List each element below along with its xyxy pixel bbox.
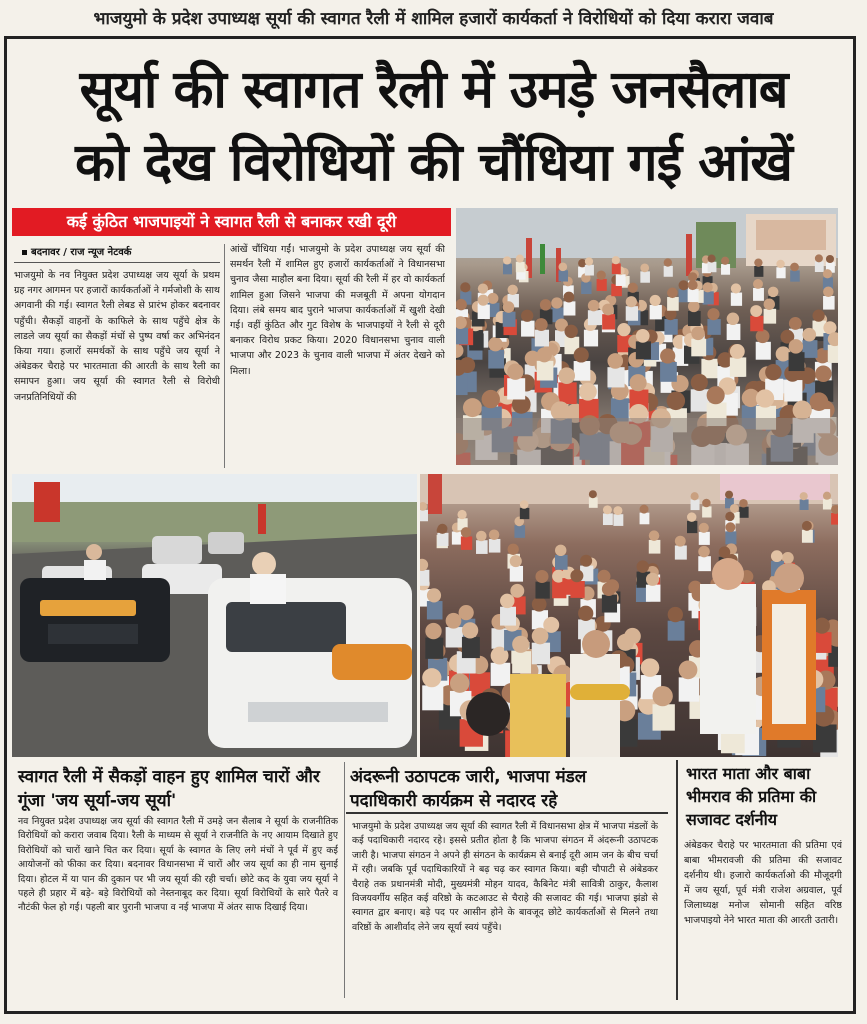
- crowd-head: [488, 337, 502, 351]
- crowd-head: [564, 325, 577, 338]
- crowd-head: [730, 344, 745, 359]
- crowd-figure: [727, 324, 741, 340]
- crowd-head: [753, 279, 763, 289]
- crowd-figure: [512, 651, 531, 673]
- crowd-head: [578, 606, 593, 621]
- crowd-head: [613, 506, 622, 515]
- crowd-head: [516, 255, 524, 263]
- crowd-head: [521, 310, 533, 322]
- crowd-figure: [800, 499, 809, 510]
- crowd-figure: [691, 500, 700, 511]
- crowd-figure: [753, 288, 764, 301]
- crowd-head: [708, 255, 716, 263]
- crowd-figure: [612, 263, 621, 274]
- crowd-head: [725, 491, 733, 499]
- crowd-figure: [589, 497, 598, 507]
- crowd-head: [641, 658, 660, 677]
- crowd-head: [510, 584, 524, 598]
- crowd-head: [588, 300, 600, 312]
- crowd-head: [482, 390, 500, 408]
- crowd-head: [558, 263, 567, 272]
- section-1-body: नव नियुक्त प्रदेश उपाध्यक्ष जय सूर्या की स्वागत रैली में उमड़े जन सैलाब ने सूर्या के राजनीतिक विरोधियों को करारा जवाब दिया। रैली के माध्यम से सूर्या ने राजनीति के नए आयाम दिखाते हुए विरोधियों को चारों खाने चित कर दिया। सूर्या के स्वागत के लिए लगे मंचों ने पूर्व में हुए कई आयोजनों को फीका कर दिया। बदनावर विधानसभा में चारों और जय सूर्या का ही नाम सुनाई दिया। होटल में या पान की दुकान पर भी जय सूर्या की रही चर्चा। छोटे कद के युवा जय सूर्या ने पहले ही प्रहार में बड़े- बड़े विरोधियों को नेस्तनाबूद कर दिया। सूर्या विरोधियों के सारे पैतरे व नौटंकी फेल हो गई। पहली बार पुरानी भाजपा व नई भाजपा में अंतर साफ दिखाई दिया।: [18, 816, 338, 914]
- crowd-figure: [823, 296, 835, 310]
- crowd-figure: [462, 637, 480, 658]
- leaders-group-photo: [420, 474, 838, 757]
- crowd-figure: [476, 540, 488, 554]
- crowd-figure: [664, 266, 673, 277]
- crowd-head: [589, 490, 597, 498]
- crowd-figure: [802, 530, 813, 543]
- crowd-head: [460, 282, 470, 292]
- crowd-figure: [739, 507, 748, 518]
- crowd-figure: [721, 264, 730, 275]
- crowd-figure: [456, 374, 468, 395]
- crowd-head: [812, 310, 824, 322]
- crowd-head: [725, 522, 735, 532]
- crowd-figure: [520, 508, 529, 519]
- crowd-head: [507, 363, 523, 379]
- crowd-head: [563, 292, 574, 303]
- crowd-figure: [584, 330, 598, 347]
- crowd-head: [537, 347, 552, 362]
- red-subhead-bar: कई कुंठित भाजपाइयों ने स्वागत रैली से बनाकर रखी दूरी: [12, 208, 451, 236]
- crowd-figure: [489, 539, 501, 553]
- crowd-head: [507, 544, 518, 555]
- crowd-figure: [823, 499, 832, 510]
- crowd-figure: [688, 311, 701, 326]
- crowd-figure: [831, 513, 838, 525]
- crowd-head: [463, 398, 482, 417]
- crowd-figure: [602, 595, 617, 613]
- crowd-head: [688, 301, 700, 313]
- crowd-head: [691, 327, 705, 341]
- crowd-figure: [776, 267, 785, 278]
- crowd-figure: [813, 724, 837, 752]
- crowd-head: [793, 401, 812, 420]
- crowd-figure: [679, 677, 700, 701]
- crowd-head: [640, 264, 649, 273]
- section-2-title: अंदरूनी उठापटक जारी, भाजपा मंडल पदाधिकारी कार्यक्रम से नदारद रहे: [350, 767, 587, 811]
- crowd-head: [617, 634, 634, 651]
- crowd-figure: [731, 293, 742, 306]
- crowd-head: [699, 523, 709, 533]
- crowd-head: [707, 386, 725, 404]
- crowd-head: [823, 492, 831, 500]
- crowd-figure: [664, 319, 677, 335]
- body-column-2: आंखें चौंधिया गईं। भाजयुमो के प्रदेश उपाध्यक्ष जय सूर्या की समर्थन रैली में शामिल हुए हजारों कार्यकर्ताओं ने विधानसभा चुनाव जैसा माहौल बना दिया। सूर्या की रैली में हर वो कार्यकर्ता शामिल हुआ जिसने भाजपा की मजबूती में अपना योगदान दिया। लंबे समय बाद पुराने भाजपा कार्यकर्ताओं में खुशी देखी गई। वहीं कुंठित और गुट विशेष के भाजपाइयों ने रैली से दूरी बनाकर विरोध प्रकट किया। 2020 विधानसभा चुनाव वाली भाजपा और 2023 के चुनाव वाली भाजपा में अंतर देखने को मिला।: [230, 244, 445, 377]
- crowd-figure: [687, 521, 697, 533]
- body-column-1: भाजयुमो के नव नियुक्त प्रदेश उपाध्यक्ष जय सूर्या के प्रथम ग्रह नगर आगमन पर हजारों कार्यकर्ताओं ने गर्मजोशी के साथ अगवानी की गई। स्वागत रैली लेबड से प्रारंभ होकर बदनावर पहुँची। सैकड़ों वाहनों के काफिले के साथ पहुँचे क्षेत्र के लाडले जय सूर्या का सैकड़ों मंचों से पुष्प वर्षा कर अभिनंदन किया गया। हजारों समर्थकों के साथ पहुँचे जय सूर्या ने अंबेडकर चैराहे पर भारतमाता की आरती के साथ रैली का समापन हुआ। जय सूर्या की स्वागत रैली से विरोधी जनप्रतिनिधियों की: [14, 270, 220, 403]
- crowd-head: [637, 560, 649, 572]
- section-3-title: भारत माता और बाबा भीमराव की प्रतिमा की सजावट दर्शनीय: [686, 764, 817, 829]
- crowd-head: [727, 313, 739, 325]
- crowd-head: [814, 618, 830, 634]
- crowd-head: [698, 546, 710, 558]
- crowd-head: [427, 588, 441, 602]
- crowd-figure: [653, 704, 675, 730]
- crowd-head: [789, 339, 804, 354]
- headline-line-2: को देख विरोधियों की चौंधिया गई आंखें: [75, 133, 792, 193]
- crowd-head: [707, 308, 719, 320]
- crowd-figure: [603, 513, 613, 525]
- crowd-figure: [574, 361, 591, 381]
- crowd-head: [508, 285, 518, 295]
- section-2-rule: [346, 812, 668, 814]
- crowd-head: [597, 271, 606, 280]
- crowd-head: [602, 582, 616, 596]
- crowd-figure: [828, 345, 838, 363]
- crowd-head: [489, 530, 499, 540]
- crowd-figure: [532, 643, 550, 665]
- crowd-head: [425, 623, 441, 639]
- crowd-head: [756, 329, 770, 343]
- crowd-figure: [616, 274, 626, 286]
- crowd-figure: [646, 585, 661, 602]
- crowd-figure: [570, 581, 584, 598]
- crowd-head: [823, 287, 833, 297]
- crowd-figure: [613, 514, 623, 526]
- crowd-head: [789, 317, 802, 330]
- crowd-figure: [789, 352, 805, 371]
- crowd-head: [667, 392, 686, 411]
- crowd-figure: [503, 264, 512, 275]
- crowd-rally-photo: [456, 208, 838, 465]
- section-divider: [344, 762, 345, 998]
- crowd-head: [532, 628, 549, 645]
- crowd-head: [664, 258, 672, 266]
- crowd-figure: [581, 282, 591, 294]
- crowd-figure: [784, 380, 802, 401]
- crowd-head: [500, 594, 515, 609]
- crowd-figure: [491, 663, 511, 686]
- crowd-head: [730, 504, 739, 513]
- crowd-figure: [507, 378, 525, 399]
- section-2-body: भाजयुमो के प्रदेश उपाध्यक्ष जय सूर्या की स्वागत रैली में विधानसभा क्षेत्र में भाजपा मंडलों के कई पदाधिकारी नदारद रहे। इससे प्रतीत होता है कि भाजपा संगठन में अंदरूनी उठापटक जारी है। भाजपा संगठन ने अपने ही संगठन के कार्यक्रम से बनाई दूरी आम जन के बीच चर्चा में रही। जबकि पूर्व पदाधिकारियों ने बढ़ चढ़ कर स्वागत किया। बड़ी चौपाटी से अंबेडकर चैराहे तक प्रधानमंत्री मोदी, मुख्यमंत्री मोहन यादव, कैबिनेट मंत्री सावित्री ठाकुर, कैलाश विजयवर्गीय सहित कई वरिष्ठो के कटआउट से चैराहे की सजावट की गई। भाजपा झंडो से स्वागत द्वार बनाए। बड़े पद पर आसीन होने के बावजूद छोटे कार्यकर्ताओं से मिलने तथा वरिष्ठों के आशीर्वाद लेने जय सूर्या स्वयं पहुँचे।: [352, 821, 658, 933]
- crowd-head: [725, 512, 734, 521]
- crowd-head: [826, 255, 834, 263]
- crowd-head: [520, 500, 529, 509]
- crowd-head: [667, 288, 678, 299]
- crowd-figure: [640, 513, 650, 525]
- crowd-head: [668, 607, 683, 622]
- crowd-figure: [516, 262, 525, 272]
- crowd-figure: [478, 305, 490, 319]
- crowd-head: [691, 492, 699, 500]
- crowd-figure: [420, 570, 429, 586]
- crowd-head: [802, 521, 812, 531]
- kicker-line: भाजयुमो के प्रदेश उपाध्यक्ष सूर्या की स्वागत रैली में शामिल हजारों कार्यकर्ता ने विरोधियों को दिया करारा जवाब: [93, 9, 774, 29]
- crowd-head: [660, 348, 675, 363]
- crowd-figure: [699, 532, 710, 545]
- crowd-head: [450, 673, 470, 693]
- crowd-figure: [456, 328, 468, 345]
- crowd-head: [612, 256, 620, 264]
- crowd-figure: [660, 362, 677, 382]
- crowd-figure: [649, 540, 661, 554]
- crowd-head: [457, 510, 466, 519]
- crowd-head: [702, 499, 711, 508]
- crowd-head: [802, 328, 816, 342]
- crowd-head: [579, 383, 597, 401]
- crowd-figure: [702, 506, 711, 517]
- crowd-figure: [535, 330, 549, 347]
- crowd-figure: [510, 566, 523, 582]
- crowd-head: [487, 293, 498, 304]
- crowd-figure: [725, 531, 736, 544]
- crowd-figure: [756, 342, 771, 360]
- crowd-head: [687, 512, 696, 521]
- crowd-head: [540, 299, 551, 310]
- crowd-head: [422, 668, 441, 687]
- crowd-figure: [427, 601, 443, 619]
- crowd-figure: [461, 536, 472, 549]
- crowd-figure: [640, 271, 650, 282]
- crowd-head: [831, 505, 838, 514]
- crowd-head: [551, 297, 562, 308]
- byline-rule: [14, 262, 220, 263]
- crowd-head: [679, 280, 689, 290]
- crowd-head: [628, 283, 638, 293]
- crowd-figure: [790, 270, 800, 281]
- section-3-body: अंबेडकर चैराहे पर भारतमाता की प्रतिमा एवं बाबा भीमरावजी की प्रतिमा की सजावट दर्शनीय थी। हजारो कार्यकर्ताओ की मौजूदगी में जय सूर्या, पूर्व मंत्री राजेश अग्रवाल, पूर्व जिलाध्यक्ष मनोज सोमानी सहित वरिष्ठ भाजपाइयो नेने भारत माता की आरती उतारी।: [684, 840, 842, 926]
- crowd-head: [756, 389, 774, 407]
- crowd-head: [558, 367, 575, 384]
- crowd-figure: [703, 291, 714, 304]
- crowd-head: [420, 559, 428, 571]
- crowd-head: [461, 527, 471, 537]
- crowd-head: [800, 492, 808, 500]
- crowd-head: [810, 392, 829, 411]
- crowd-head: [602, 304, 614, 316]
- leaders-illustration: [420, 474, 838, 757]
- crowd-head: [555, 545, 566, 556]
- crowd-head: [768, 287, 778, 297]
- crowd-head: [776, 260, 784, 268]
- crowd-head: [750, 305, 762, 317]
- car-convoy-photo: [12, 474, 417, 757]
- crowd-figure: [668, 621, 685, 641]
- crowd-head: [636, 329, 650, 343]
- crowd-figure: [420, 510, 428, 521]
- crowd-figure: [537, 361, 554, 381]
- crowd-figure: [422, 685, 443, 710]
- crowd-head: [512, 636, 529, 653]
- crowd-head: [823, 269, 832, 278]
- crowd-head: [765, 364, 781, 380]
- bullet-icon: [22, 250, 27, 255]
- byline-text: बदनावर / राज न्यूज नेटवर्क: [31, 247, 132, 258]
- crowd-illustration: [456, 208, 838, 465]
- crowd-head: [603, 505, 612, 514]
- crowd-head: [437, 524, 447, 534]
- crowd-head: [650, 295, 661, 306]
- crowd-head: [510, 555, 522, 567]
- crowd-figure: [558, 270, 568, 281]
- crowd-figure: [597, 279, 607, 291]
- crowd-figure: [708, 262, 717, 272]
- crowd-figure: [667, 297, 679, 311]
- crowd-head: [607, 353, 623, 369]
- crowd-figure: [691, 339, 706, 357]
- crowd-figure: [488, 350, 504, 369]
- crowd-figure: [764, 309, 777, 324]
- crowd-head: [790, 263, 799, 272]
- crowd-head: [626, 296, 637, 307]
- crowd-head: [503, 301, 515, 313]
- crowd-figure: [626, 306, 638, 321]
- crowd-figure: [585, 265, 594, 276]
- crowd-head: [535, 570, 548, 583]
- crowd-head: [462, 622, 478, 638]
- crowd-figure: [500, 607, 516, 626]
- crowd-head: [739, 499, 748, 508]
- crowd-figure: [698, 556, 711, 571]
- crowd-head: [703, 282, 713, 292]
- crowd-head: [503, 256, 511, 264]
- crowd-figure: [558, 382, 576, 404]
- crowd-figure: [730, 357, 746, 376]
- byline: [22, 244, 132, 258]
- crowd-head: [754, 258, 762, 266]
- crowd-figure: [688, 289, 699, 302]
- crowd-head: [646, 573, 659, 586]
- crowd-figure: [555, 555, 568, 570]
- crowd-head: [459, 605, 474, 620]
- crowd-head: [476, 531, 487, 542]
- crowd-figure: [503, 312, 516, 327]
- crowd-figure: [754, 266, 763, 277]
- crowd-head: [456, 343, 463, 358]
- convoy-illustration: [12, 474, 417, 757]
- crowd-head: [535, 318, 548, 331]
- crowd-head: [640, 505, 649, 514]
- crowd-head: [446, 613, 462, 629]
- crowd-head: [478, 284, 488, 294]
- crowd-figure: [588, 310, 601, 325]
- crowd-head: [532, 597, 547, 612]
- crowd-head: [815, 365, 832, 382]
- crowd-head: [688, 280, 698, 290]
- crowd-figure: [607, 367, 624, 387]
- crowd-head: [731, 283, 741, 293]
- crowd-head: [776, 346, 791, 361]
- crowd-figure: [802, 340, 817, 358]
- crowd-figure: [563, 301, 575, 315]
- crowd-head: [585, 257, 593, 265]
- crowd-head: [570, 569, 583, 582]
- column-divider: [224, 244, 225, 468]
- crowd-head: [764, 299, 775, 310]
- crowd-figure: [425, 638, 443, 659]
- crowd-head: [629, 374, 646, 391]
- crowd-figure: [636, 341, 651, 359]
- crowd-head: [771, 550, 783, 562]
- crowd-figure: [650, 305, 662, 319]
- crowd-figure: [815, 262, 824, 272]
- crowd-head: [653, 686, 673, 706]
- crowd-head: [721, 257, 729, 265]
- headline-line-1: सूर्या की स्वागत रैली में उमड़े जनसैलाब: [79, 60, 788, 120]
- crowd-figure: [446, 627, 463, 647]
- crowd-head: [675, 536, 686, 547]
- crowd-figure: [675, 545, 687, 559]
- section-1-title: स्वागत रैली में सैकड़ों वाहन हुए शामिल चारों और गूंजा 'जय सूर्या-जय सूर्या': [18, 767, 320, 811]
- crowd-head: [580, 555, 592, 567]
- crowd-figure: [521, 321, 534, 337]
- crowd-head: [815, 254, 823, 262]
- crowd-figure: [707, 319, 720, 335]
- crowd-head: [478, 295, 489, 306]
- crowd-figure: [602, 314, 615, 329]
- crowd-head: [691, 374, 708, 391]
- crowd-head: [649, 530, 660, 541]
- crowd-figure: [750, 316, 763, 331]
- crowd-figure: [814, 632, 832, 653]
- crowd-head: [574, 347, 589, 362]
- crowd-figure: [514, 525, 525, 538]
- crowd-figure: [437, 533, 448, 546]
- crowd-figure: [535, 582, 549, 599]
- crowd-head: [551, 401, 570, 420]
- crowd-head: [679, 661, 698, 680]
